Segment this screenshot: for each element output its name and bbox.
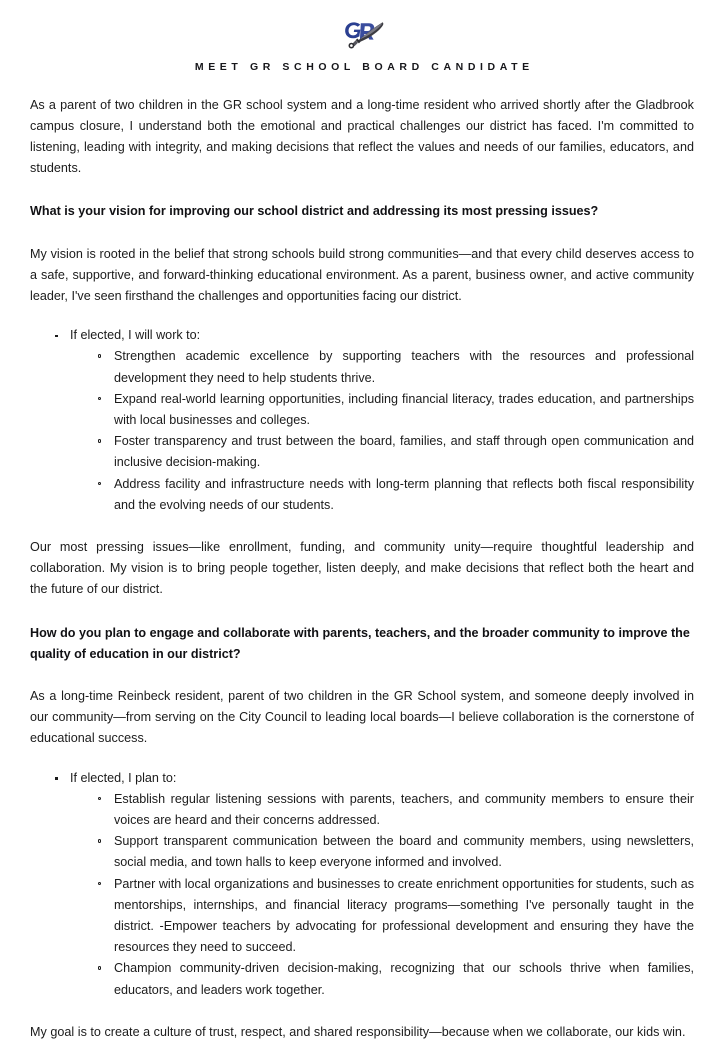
list-item: Expand real-world learning opportunities, including financial literacy, trades education, and partnerships with local businesses and colleges.: [92, 389, 694, 431]
vision-sublist: [70, 346, 694, 516]
collaboration-paragraph: As a long-time Reinbeck resident, parent of two children in the GR School system, and someone deeply involved in our community—from serving on the City Council to leading local boards—I believe collaboration is the cornerstone of educational success.: [30, 686, 694, 750]
collaboration-list-lead: If elected, I plan to:: [70, 768, 694, 789]
closing-paragraph: My goal is to create a culture of trust, respect, and shared responsibility—because when we collaborate, our kids win.: [30, 1022, 694, 1043]
intro-paragraph: As a parent of two children in the GR school system and a long-time resident who arrived shortly after the Gladbrook campus closure, I understand both the emotional and practical challenges our district has faced. I'm committed to listening, leading with integrity, and making decisions that reflect the values and needs of our families, educators, and students.: [30, 95, 694, 180]
question-two-heading: How do you plan to engage and collaborate with parents, teachers, and the broader community to improve the quality of education in our district?: [30, 623, 694, 665]
list-item: Partner with local organizations and businesses to create enrichment opportunities for students, such as mentorships, internships, and financial literacy programs—something I've personally taught in the district. -Empower teachers by advocating for professional development and ensuring they have the resources they need to succeed.: [92, 874, 694, 959]
list-item: Address facility and infrastructure needs with long-term planning that reflects both fiscal responsibility and the evolving needs of our students.: [92, 474, 694, 516]
list-item: [48, 768, 694, 1001]
vision-paragraph: My vision is rooted in the belief that strong schools build strong communities—and that every child deserves access to a safe, supportive, and forward-thinking educational environment. As a parent, business owner, and active community leader, I've seen firsthand the challenges and opportunities facing our district.: [30, 244, 694, 308]
vision-list: [30, 325, 694, 516]
list-item: Foster transparency and trust between the board, families, and staff through open communication and inclusive decision-making.: [92, 431, 694, 473]
list-item: [48, 325, 694, 516]
vision-list-lead: If elected, I will work to:: [70, 325, 694, 346]
gr-sword-logo-icon: [333, 17, 391, 53]
question-one-heading: What is your vision for improving our school district and addressing its most pressing issues?: [30, 201, 694, 222]
document-masthead: [0, 0, 724, 73]
document-body: [0, 95, 724, 1043]
list-item: Strengthen academic excellence by supporting teachers with the resources and professional development they need to help students thrive.: [92, 346, 694, 388]
page-title: MEET GR SCHOOL BOARD CANDIDATE: [0, 62, 724, 73]
collaboration-sublist: [70, 789, 694, 1001]
vision-closing-paragraph: Our most pressing issues—like enrollment, funding, and community unity—require thoughtful leadership and collaboration. My vision is to bring people together, listen deeply, and make decisions that reflect both the heart and the future of our district.: [30, 537, 694, 601]
collaboration-list: [30, 768, 694, 1001]
list-item: Support transparent communication between the board and community members, using newsletters, social media, and town halls to keep everyone informed and involved.: [92, 831, 694, 873]
list-item: Establish regular listening sessions with parents, teachers, and community members to ensure their voices are heard and their concerns addressed.: [92, 789, 694, 831]
list-item: Champion community-driven decision-making, recognizing that our schools thrive when families, educators, and leaders work together.: [92, 958, 694, 1000]
